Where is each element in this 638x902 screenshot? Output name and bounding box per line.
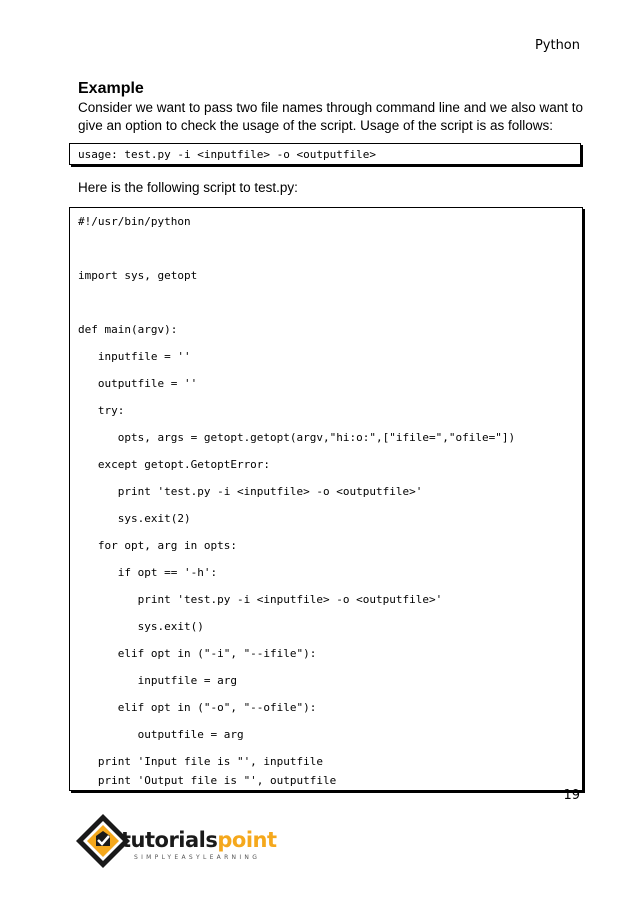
code-block (69, 207, 583, 791)
code-line: #!/usr/bin/python (78, 215, 191, 228)
logo-text-part1: tutorials (121, 828, 218, 852)
code-line: try: (78, 404, 125, 417)
code-line: outputfile = '' (78, 377, 198, 390)
tutorialspoint-logo (74, 812, 277, 872)
code-line: elif opt in ("-o", "--ofile"): (78, 701, 317, 714)
usage-code-box: usage: test.py -i <inputfile> -o <outputfile> (69, 143, 581, 165)
code-line: sys.exit(2) (78, 512, 191, 525)
intro-paragraph: Consider we want to pass two file names through command line and we also want to give an option to check the usage of the script. Usage of the script is as follows: (78, 100, 584, 133)
section-title: Example (78, 80, 144, 97)
code-line: print 'Input file is "', inputfile (78, 755, 324, 768)
code-line: print 'Output file is "', outputfile (78, 774, 337, 787)
code-line: print 'test.py -i <inputfile> -o <outputfile>' (78, 485, 423, 498)
code-line: inputfile = '' (78, 350, 191, 363)
logo-tagline: SIMPLYEASYLEARNING (134, 854, 261, 861)
code-line: import sys, getopt (78, 269, 198, 282)
code-line: if opt == '-h': (78, 566, 218, 579)
logo-wordmark (121, 828, 277, 852)
code-line: except getopt.GetoptError: (78, 458, 271, 471)
code-line: for opt, arg in opts: (78, 539, 237, 552)
lead-paragraph: Here is the following script to test.py: (78, 180, 298, 195)
code-line: def main(argv): (78, 323, 178, 336)
code-line: elif opt in ("-i", "--ifile"): (78, 647, 317, 660)
page-number: 19 (563, 788, 580, 803)
running-header: Python (534, 38, 580, 53)
code-line: sys.exit() (78, 620, 204, 633)
code-line: print 'test.py -i <inputfile> -o <outputfile>' (78, 593, 443, 606)
logo-text-part2: point (217, 828, 277, 852)
code-line: opts, args = getopt.getopt(argv,"hi:o:",["ifile=","ofile="]) (78, 431, 516, 444)
code-line: outputfile = arg (78, 728, 244, 741)
code-line: inputfile = arg (78, 674, 237, 687)
